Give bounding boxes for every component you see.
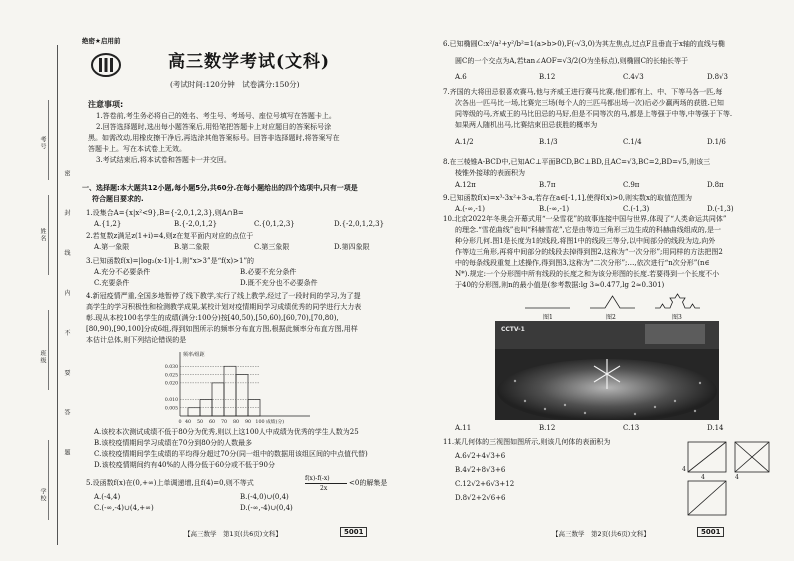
q11-stem: 11.某几何体的三视图如图所示,则该几何体的表面积为: [443, 438, 611, 446]
q11-option-a: A.6√2+4√3+6: [455, 452, 506, 460]
label-banji: 班级: [39, 350, 46, 364]
q2-option-a: A.第一象限: [94, 243, 130, 251]
q6-line-2: 圆C的一个交点为A,若tan∠AOF=√3/2(O为坐标点),则椭圆C的长轴长等于: [455, 57, 689, 65]
q6-option-d: D.8√3: [707, 73, 728, 81]
q6-option-b: B.12: [539, 73, 556, 81]
q10-line-3: 种分形几何.图1是长度为1的线段,将图1中的线段三等分,以中间部分的线段为边,向外: [455, 237, 716, 245]
banji-underline: [48, 310, 49, 390]
q1-option-a: A.{1,2}: [94, 220, 122, 228]
binding-line: [57, 45, 58, 545]
notes-line-3: 黑。如需改动,用橡皮擦干净后,再选涂其他答案标号。回答非选择题时,将答案写在: [88, 134, 340, 142]
q7-line-3: 同等级的马,齐威王的马比田忌的马好,但是不同等次的马,都是上等强于中等,中等强于下等.: [455, 110, 733, 118]
histogram-bar: [188, 408, 200, 416]
q8-option-c: C.9π: [623, 181, 640, 189]
footer-code-left: 5001: [340, 527, 367, 537]
label-xuexiao: 学校: [39, 488, 46, 502]
q10-line-2: 的理念.“雪花曲线”也叫“科赫雪花”,它是由等边三角形三边生成的科赫曲线组成的,是一: [455, 226, 721, 234]
q4-line-2: 高学生的学习积极性和检测教学成果,某校计划对疫情期间学习成绩优秀的同学进行大力表: [86, 303, 362, 311]
exam-subtitle: (考试时间:120分钟 试卷满分:150分): [170, 80, 300, 89]
q7-option-b: B.1/3: [539, 138, 558, 146]
fig-label-3: 图3: [672, 314, 682, 321]
q3-option-b: B.必要不充分条件: [240, 268, 297, 276]
x-tick-label: 40: [184, 420, 192, 425]
footer-right: 【高三数学 第2页(共6页)文科】: [552, 530, 650, 538]
q7-line-4: 如果两人随机出马,比赛结束田忌获胜的概率为: [455, 121, 598, 129]
fig-label-2: 图2: [606, 314, 616, 321]
x-tick-label: 100: [255, 420, 265, 425]
x-axis-title: 成绩(分): [266, 420, 285, 425]
y-axis-title: 频率/组距: [183, 352, 205, 358]
q4-option-c: C.该校疫情期间学生成绩的平均得分超过70分(同一组中的数据用该组区间的中点值代替): [94, 450, 368, 458]
q6-line-1: 6.已知椭圆C:x²/a²+y²/b²=1(a>b>0),F(-√3,0)为其左焦点,过点F且垂直于x轴的直线与椭: [443, 40, 725, 48]
q5-option-b: B.(-4,0)∪(0,4): [240, 493, 289, 501]
label-kaohao: 考号: [39, 136, 46, 150]
q9-option-c: C.(-1,3): [623, 205, 650, 213]
q6-options: [455, 73, 728, 82]
q2-option-d: D.第四象限: [334, 243, 370, 251]
frequency-histogram: [140, 348, 320, 428]
q10-line-7: 于40的分形图,则n的最小值是(参考数据:lg 3≈0.477,lg 2≈0.301): [455, 281, 665, 289]
q7-option-c: C.1/4: [623, 138, 642, 146]
q6-option-a: A.6: [455, 73, 467, 81]
xingming-underline: [48, 195, 49, 275]
q6-option-c: C.4√3: [623, 73, 644, 81]
q4-option-a: A.该校本次测试成绩不低于80分为优秀,则以上这100人中成绩为优秀的学生人数为25: [94, 428, 359, 436]
q4-line-3: 彰.现从本校100名学生的成绩(满分:100分)按[40,50),[50,60),[60,70),[70,80),: [86, 314, 339, 322]
q3-option-a: A.充分不必要条件: [94, 268, 151, 276]
x-tick-label: 0: [178, 420, 182, 425]
q10-options: [455, 424, 724, 433]
q8-option-a: A.12π: [455, 181, 476, 189]
q10-line-5: 中的每条线段重复上述操作,得到图3,这称为“二次分形”;…,依次进行“n次分形”(n∈: [455, 259, 710, 267]
q3-stem: 3.已知函数f(x)=|log₂(x-1)|-1,则“x>3”是“f(x)>1”的: [86, 257, 255, 265]
label-xingming: 姓名: [39, 228, 46, 242]
q9-option-a: A.(-∞,-1): [455, 205, 485, 213]
page-title: 高三数学考试(文科): [168, 52, 331, 72]
q10-line-1: 10.北京2022年冬奥会开幕式用“一朵雪花”的故事连接中国与世界,体现了“人类命运共同体”: [443, 215, 727, 223]
y-tick-label: 0.005: [164, 406, 178, 412]
q1-option-c: C.{0,1,2,3}: [254, 220, 295, 228]
cctv-watermark: CCTV-1: [501, 326, 525, 333]
fig-label-1: 图1: [543, 314, 553, 321]
q9-options: [455, 205, 734, 214]
section1-heading-b: 符合题目要求的.: [92, 195, 144, 203]
xuexiao-underline: [48, 440, 49, 520]
q11-option-c: C.12√2+6√3+12: [455, 480, 515, 488]
q4-line-4: [80,90),[90,100]分成6组,得到如图所示的频率分布直方图,根据此频率分布直方图,用样: [86, 325, 358, 333]
q2-options: [94, 243, 370, 252]
histogram-bar: [224, 366, 236, 416]
notes-line-2: 2.回答选择题时,选出每小题答案后,用铅笔把答题卡上对应题目的答案标号涂: [96, 123, 332, 131]
footer-left: 【高三数学 第1页(共6页)文科】: [184, 530, 282, 538]
q1-options: [94, 220, 384, 229]
q7-option-a: A.1/2: [455, 138, 474, 146]
q1-stem: 1.设集合A={x|x²<9},B={-2,0,1,2,3},则A∩B=: [86, 209, 244, 217]
q5-stem-a: 5.设函数f(x)在(0,+∞)上单调递增,且f(4)=0,则不等式: [86, 479, 254, 487]
notes-line-5: 3.考试结束后,将本试卷和答题卡一并交回。: [96, 156, 231, 164]
q3-option-c: C.充要条件: [94, 279, 130, 287]
footer-code-right: 5001: [697, 527, 724, 537]
notes-line-4: 答题卡上。写在本试卷上无效。: [88, 145, 186, 153]
publisher-logo: [90, 52, 122, 78]
q3-option-d: D.既不充分也不必要条件: [240, 279, 318, 287]
q1-option-d: D.{-2,0,1,2,3}: [334, 220, 385, 228]
q7-line-1: 7.齐国的大将田忌很喜欢赛马,他与齐威王进行赛马比赛,他们都有上、中、下等马各一匹,每: [443, 88, 723, 96]
q11-option-b: B.4√2+8√3+6: [455, 466, 506, 474]
q10-option-b: B.12: [539, 424, 556, 432]
y-tick-label: 0.025: [164, 373, 178, 379]
q4-line-1: 4.新冠疫情严重,全国多地暂停了线下教学,实行了线上教学,经过了一段时间的学习,为了提: [86, 292, 361, 300]
q11-dim-1: 4: [682, 466, 686, 473]
q10-option-a: A.11: [455, 424, 472, 432]
q7-option-d: D.1/6: [707, 138, 726, 146]
q11-dim-2: 4: [701, 474, 705, 481]
q7-line-2: 次各出一匹马比一场,比赛完三场(每个人的三匹马都出场一次)后必少赢两场的获胜.已知: [455, 99, 724, 107]
q5-option-d: D.(-∞,-4)∪(0,4): [240, 504, 293, 512]
q5-option-c: C.(-∞,-4)∪(4,+∞): [94, 504, 154, 512]
q5-frac-den: 2x: [320, 485, 328, 492]
q10-line-6: N*).规定:一个分形图中所有线段的长度之和为该分形图的长度.若要得到一个长度不小: [455, 270, 720, 278]
q8-option-d: D.8π: [707, 181, 724, 189]
x-tick-label: 50: [196, 420, 204, 425]
y-tick-label: 0.010: [164, 398, 178, 404]
q8-option-b: B.7π: [539, 181, 556, 189]
secret-label: 绝密★启用前: [82, 37, 121, 45]
q11-option-d: D.8√2+2√6+6: [455, 494, 506, 502]
section1-heading-a: 一、选择题:本大题共12小题,每小题5分,共60分.在每小题给出的四个选项中,只有一项是: [82, 184, 358, 192]
q9-option-b: B.(-∞,-1): [539, 205, 570, 213]
three-view-drawing: [680, 437, 775, 519]
notes-line-1: 1.答卷前,考生务必将自己的姓名、考生号、考场号、座位号填写在答题卡上。: [96, 112, 336, 120]
q1-option-b: B.{-2,0,1,2}: [174, 220, 218, 228]
q4-option-d: D.该校疫情期间约有40%的人得分低于60分或不低于90分: [94, 461, 275, 469]
x-tick-label: 90: [244, 420, 252, 425]
q5-frac-num: f(x)-f(-x): [305, 475, 330, 482]
notes-heading: 注意事项:: [88, 100, 124, 109]
q9-stem: 9.已知函数f(x)=x³-3x²+3-a,若存在a∈[-1,1],使得f(x)>0,则实数x的取值范围为: [443, 194, 692, 202]
q8-line-2: 棱锥外接球的表面积为: [455, 169, 525, 177]
kaohao-underline: [48, 100, 49, 180]
q10-option-d: D.14: [707, 424, 724, 432]
q9-option-d: D.(-1,3): [707, 205, 734, 213]
q2-option-b: B.第二象限: [174, 243, 210, 251]
q5-option-a: A.(-4,4): [94, 493, 121, 501]
x-tick-label: 60: [208, 420, 216, 425]
y-tick-label: 0.030: [164, 365, 178, 371]
q8-line-1: 8.在三棱锥A-BCD中,已知AC⊥平面BCD,BC⊥BD,且AC=√3,BC=2,BD=√5,则该三: [443, 158, 711, 166]
x-tick-label: 70: [220, 420, 228, 425]
q4-line-5: 本估计总体,则下列结论错误的是: [86, 336, 187, 344]
q8-options: [455, 181, 724, 190]
q10-line-4: 作等边三角形,再将中间部分的线段去掉得到图2,这称为“一次分形”;用同样的方法把图2: [455, 248, 723, 256]
y-tick-label: 0.020: [164, 381, 178, 387]
q10-option-c: C.13: [623, 424, 640, 432]
q11-dim-3: 4: [735, 474, 739, 481]
snowflake-ceremony-photo: [495, 321, 719, 420]
q2-stem: 2.若复数z满足z(1+i)=4,则z在复平面内对应的点位于: [86, 232, 254, 240]
q4-option-b: B.该校疫情期间学习成绩在70分到80分的人数最多: [94, 439, 253, 447]
seal-line-text: 密 封 线 内 不 要 答 题: [63, 170, 70, 472]
q7-options: [455, 138, 726, 147]
x-tick-label: 80: [232, 420, 240, 425]
q2-option-c: C.第三象限: [254, 243, 290, 251]
q5-stem-b: <0的解集是: [349, 479, 388, 487]
histogram-bar: [236, 375, 248, 416]
